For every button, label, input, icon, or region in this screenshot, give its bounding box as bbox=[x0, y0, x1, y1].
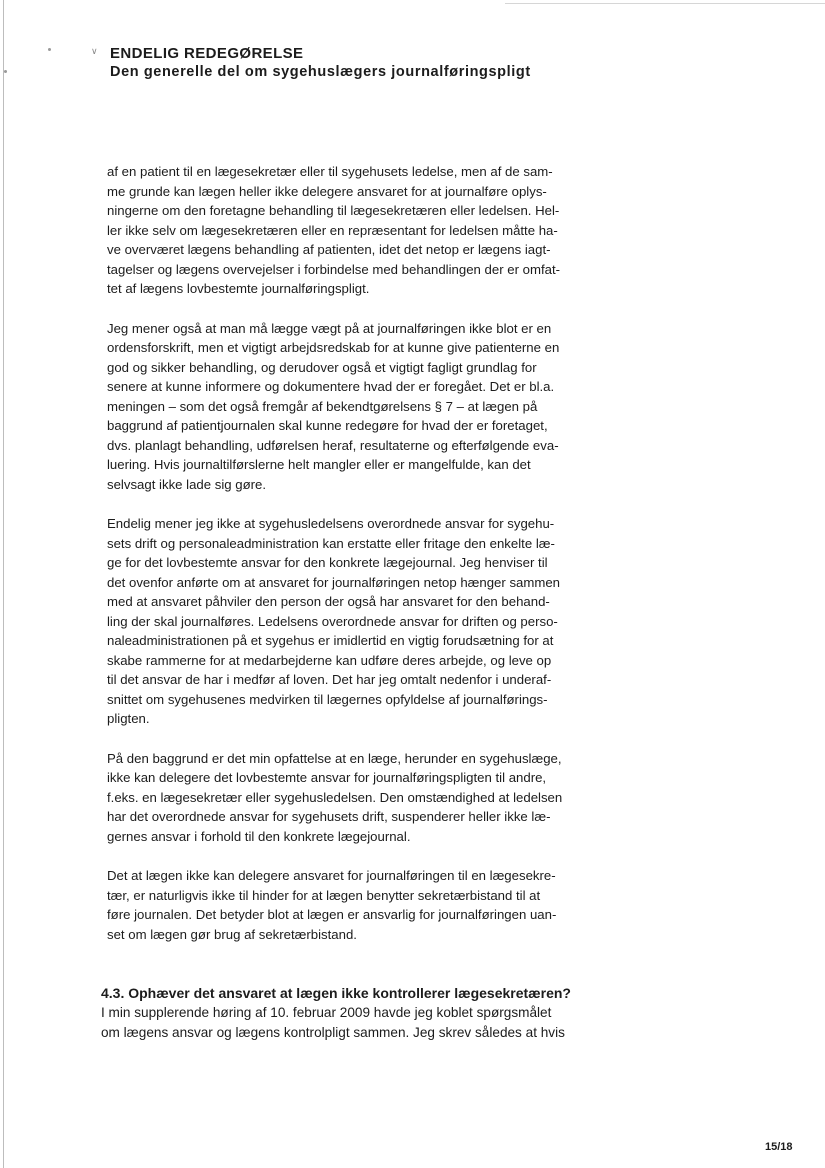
text-line: gernes ansvar i forhold til den konkrete lægejournal. bbox=[107, 828, 411, 844]
section-heading: 4.3. Ophæver det ansvaret at lægen ikke kontrollerer lægesekretæren? bbox=[101, 985, 571, 1001]
body-text bbox=[107, 162, 587, 964]
text-line: Jeg mener også at man må lægge vægt på at journalføringen ikke blot er en bbox=[107, 320, 552, 336]
text-line: ler ikke selv om lægesekretæren eller en repræsentant for ledelsen måtte ha- bbox=[107, 222, 558, 238]
text-line: Det at lægen ikke kan delegere ansvaret for journalføringen til en lægesekre- bbox=[107, 868, 556, 883]
text-line: På den baggrund er det min opfattelse at en læge, herunder en sygehuslæge, bbox=[107, 750, 562, 766]
text-line: baggrund af patientjournalen skal kunne redegøre for hvad der er foretaget, bbox=[107, 418, 548, 433]
text-line: pligten. bbox=[107, 711, 150, 726]
text-line: naleadministrationen på et sygehus er imidlertid en vigtig forudsætning for at bbox=[107, 633, 554, 648]
text-line: I min supplerende høring af 10. februar 2009 havde jeg koblet spørgsmålet bbox=[101, 1005, 552, 1020]
text-line: ge for det lovbestemte ansvar for den konkrete lægejournal. Jeg henviser til bbox=[107, 555, 548, 570]
page-number: 15/18 bbox=[765, 1141, 793, 1153]
text-line: senere at kunne informere og dokumentere hvad der er foregået. Det er bl.a. bbox=[107, 379, 555, 394]
section-text bbox=[101, 1003, 601, 1043]
header-title: ENDELIG REDEGØRELSE bbox=[110, 45, 304, 62]
text-line: det ovenfor anførte om at ansvaret for journalføringen netop hænger sammen bbox=[107, 574, 561, 590]
text-line: tet af lægens lovbestemte journalføringspligt. bbox=[107, 281, 370, 296]
paragraph bbox=[107, 749, 587, 847]
text-line: af en patient til en lægesekretær eller til sygehusets ledelse, men af de sam- bbox=[107, 164, 553, 179]
text-line: med at ansvaret påhviler den person der også har ansvaret for den behand- bbox=[107, 594, 550, 609]
text-line: tagelser og lægens overvejelser i forbindelse med behandlingen der er omfat- bbox=[107, 261, 561, 277]
text-line: Endelig mener jeg ikke at sygehusledelsens overordnede ansvar for sygehu- bbox=[107, 516, 555, 531]
text-line: skabe rammerne for at medarbejderne kan udføre deres arbejde, og leve op bbox=[107, 652, 552, 668]
paragraph bbox=[107, 319, 587, 495]
text-line: luering. Hvis journaltilførslerne helt mangler eller er mangelfulde, kan det bbox=[107, 457, 531, 472]
header-subtitle: Den generelle del om sygehuslægers journalføringspligt bbox=[110, 64, 531, 80]
text-line: har det overordnede ansvar for sygehusets drift, suspenderer heller ikke læ- bbox=[107, 809, 551, 824]
scan-page-edge-left bbox=[3, 0, 4, 1168]
text-line: me grunde kan lægen heller ikke delegere ansvaret for at journalføre oplys- bbox=[107, 183, 547, 199]
document-header bbox=[91, 44, 710, 82]
text-line: om lægens ansvar og lægens kontrolpligt sammen. Jeg skrev således at hvis bbox=[101, 1025, 565, 1040]
text-line: ve overværet lægens behandling af patienten, idet det netop er lægens iagt- bbox=[107, 242, 551, 257]
scan-speck bbox=[4, 70, 7, 73]
text-line: føre journalen. Det betyder blot at lægen er ansvarlig for journalføringen uan- bbox=[107, 907, 557, 922]
text-line: set om lægen gør brug af sekretærbistand. bbox=[107, 926, 357, 942]
text-line: tær, er naturligvis ikke til hinder for at lægen benytter sekretærbistand til at bbox=[107, 887, 541, 903]
text-line: meningen – som det også fremgår af bekendtgørelsens § 7 – at lægen på bbox=[107, 398, 538, 414]
paragraph bbox=[107, 162, 587, 299]
chevron-down-icon: ∨ bbox=[91, 46, 98, 56]
text-line: selvsagt ikke lade sig gøre. bbox=[107, 476, 267, 492]
text-line: ikke kan delegere det lovbestemte ansvar for journalføringspligten til andre, bbox=[107, 770, 547, 785]
paragraph bbox=[107, 866, 587, 944]
text-line: snittet om sygehusenes medvirken til lægernes opfyldelse af journalførings- bbox=[107, 691, 548, 707]
text-line: ningerne om den foretagne behandling til lægesekretæren eller ledelsen. Hel- bbox=[107, 203, 560, 218]
scan-speck bbox=[48, 48, 51, 51]
text-line: ling der skal journalføres. Ledelsens overordnede ansvar for driften og perso- bbox=[107, 613, 558, 629]
scan-page-edge-top bbox=[505, 3, 825, 4]
text-line: f.eks. en lægesekretær eller sygehusledelsen. Den omstændighed at ledelsen bbox=[107, 789, 563, 805]
text-line: til det ansvar de har i medfør af loven. Det har jeg omtalt nedenfor i underaf- bbox=[107, 672, 552, 687]
text-line: dvs. planlagt behandling, udførelsen heraf, resultaterne og efterfølgende eva- bbox=[107, 437, 559, 453]
text-line: ordensforskrift, men et vigtigt arbejdsredskab for at kunne give patienterne en bbox=[107, 340, 560, 355]
text-line: god og sikker behandling, og derudover også et vigtigt fagligt grundlag for bbox=[107, 359, 537, 375]
section-4-3 bbox=[101, 983, 601, 1043]
paragraph bbox=[107, 514, 587, 729]
text-line: sets drift og personaleadministration kan erstatte eller fritage den enkelte læ- bbox=[107, 535, 555, 551]
